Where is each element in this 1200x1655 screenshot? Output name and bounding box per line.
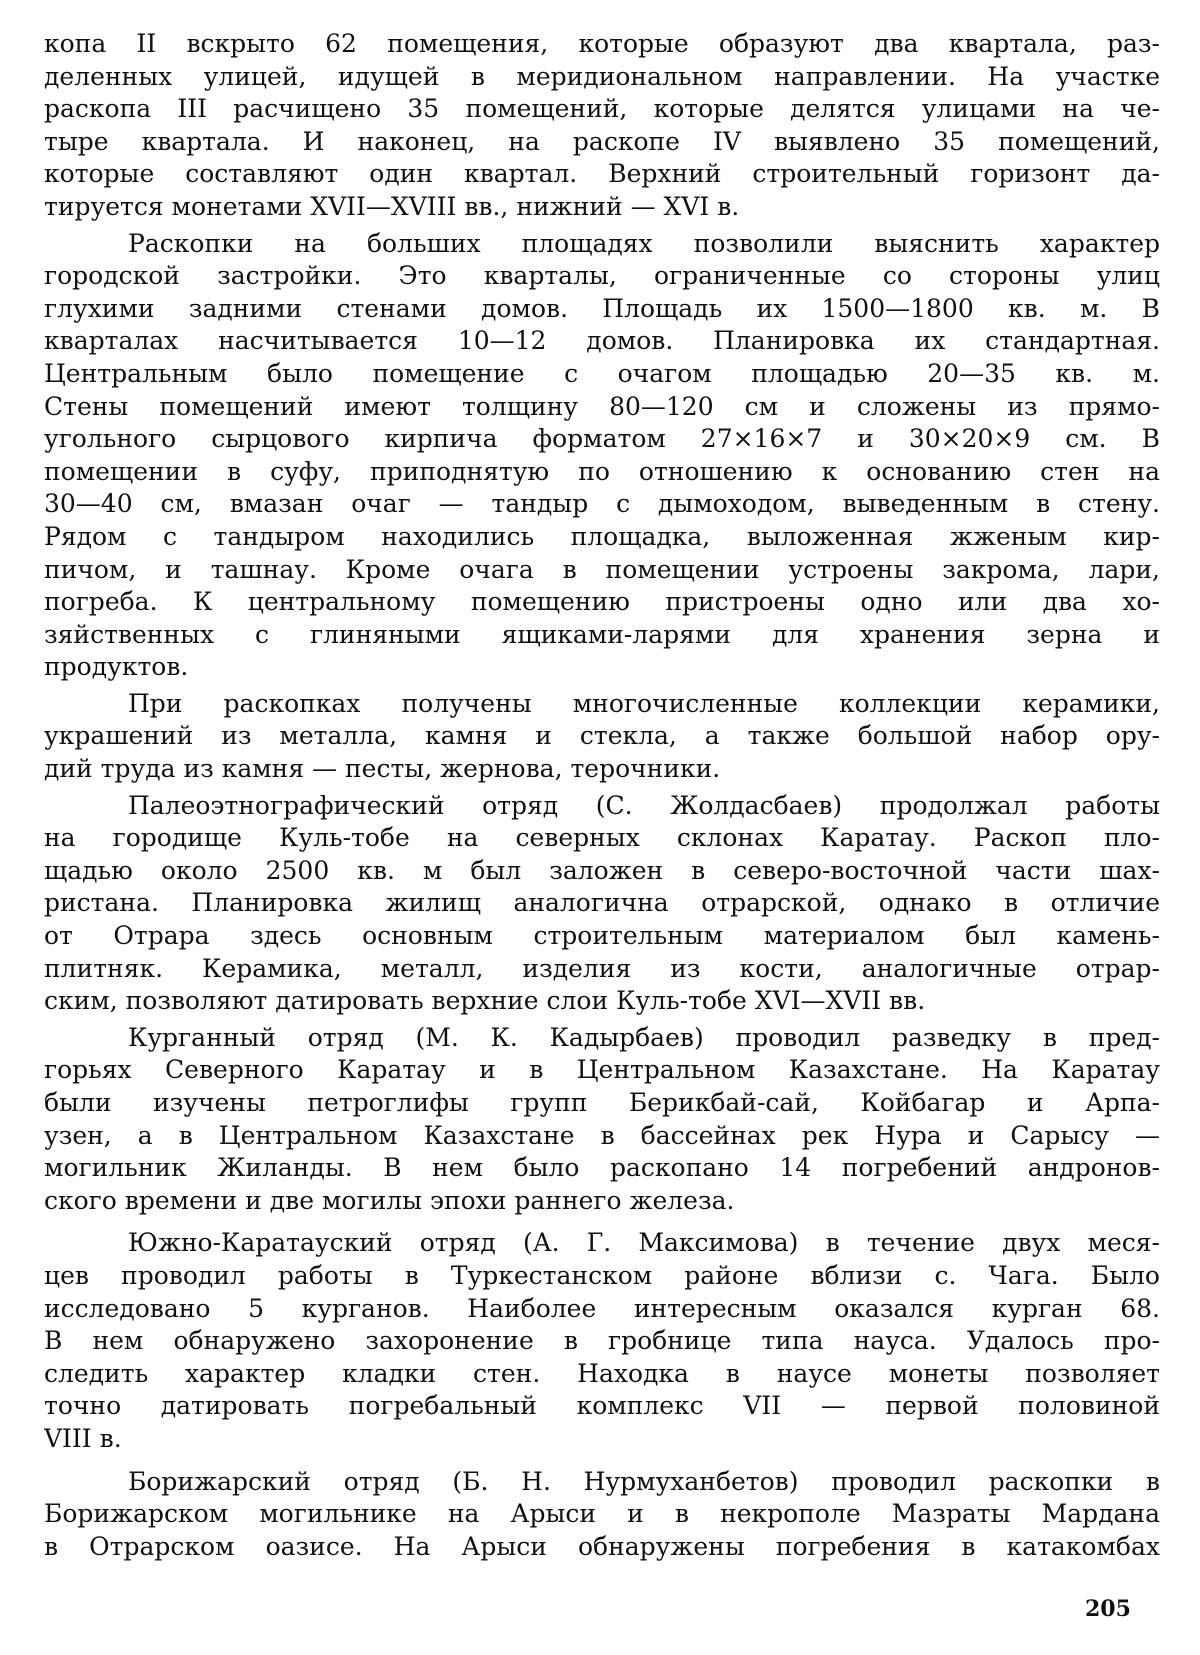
text-line: VIII в. [44,1423,122,1453]
text-line: При раскопках получены многочисленные коллекции керамики, [128,688,1160,718]
text-line: узен, а в Центральном Казахстане в бассейнах рек Нура и Сарысу — [44,1120,1160,1150]
text-line: исследовано 5 курганов. Наиболее интересным оказался курган 68. [44,1293,1160,1323]
text-line: щадью около 2500 кв. м был заложен в северо-восточной части шах- [44,855,1160,885]
text-line: Рядом с тандыром находились площадка, выложенная жженым кир- [44,521,1160,551]
text-line: В нем обнаружено захоронение в гробнице типа науса. Удалось про- [44,1326,1160,1356]
text-line: следить характер кладки стен. Находка в наусе монеты позволяет [44,1358,1160,1388]
paragraph [44,228,1160,684]
text-line: помещении в суфу, приподнятую по отношению к основанию стен на [44,456,1160,486]
body-text [44,28,1160,1563]
text-line: Южно-Каратауский отряд (А. Г. Максимова) в течение двух меся- [128,1228,1160,1258]
text-line: плитняк. Керамика, металл, изделия из кости, аналогичные отрар- [44,953,1160,983]
text-line: копа II вскрыто 62 помещения, которые образуют два квартала, раз- [44,29,1160,58]
paragraph [44,1227,1160,1455]
text-line: деленных улицей, идущей в меридиональном направлении. На участке [44,61,1160,91]
text-line: зяйственных с глиняными ящиками-ларями для хранения зерна и [44,619,1160,649]
text-line: тыре квартала. И наконец, на раскопе IV выявлено 35 помещений, [44,126,1160,156]
text-line: погреба. К центральному помещению пристроены одно или два хо- [44,587,1160,617]
text-line: в Отрарском оазисе. На Арыси обнаружены погребения в катакомбах [44,1531,1160,1561]
text-line: Борижарском могильнике на Арыси и в некрополе Мазраты Мардана [44,1499,1160,1529]
text-line: ского времени и две могилы эпохи раннего железа. [44,1185,735,1215]
text-line: раскопа III расчищено 35 помещений, которые делятся улицами на че- [44,94,1160,124]
text-line: Стены помещений имеют толщину 80—120 см и сложены из прямо- [44,391,1160,421]
text-line: были изучены петроглифы групп Берикбай-сай, Койбагар и Арпа- [44,1088,1160,1117]
text-line: городской застройки. Это кварталы, ограниченные со стороны улиц [44,261,1160,291]
text-line: 30—40 см, вмазан очаг — тандыр с дымоходом, выведенным в стену. [44,489,1160,519]
paragraph [44,28,1160,224]
text-line: продуктов. [44,652,189,682]
text-line: могильник Жиланды. В нем было раскопано 14 погребений андронов- [44,1153,1160,1183]
text-line: Палеоэтнографический отряд (С. Жолдасбаев) продолжал работы [128,790,1160,820]
text-line: глухими задними стенами домов. Площадь их 1500—1800 кв. м. В [44,293,1160,323]
text-line: точно датировать погребальный комплекс VII — первой половиной [44,1391,1160,1421]
page-number: 205 [1085,1596,1131,1622]
text-line: Борижарский отряд (Б. Н. Нурмуханбетов) проводил раскопки в [128,1466,1160,1496]
paragraph [44,790,1160,1018]
text-line: тируется монетами XVII—XVIII вв., нижний — XVI в. [44,191,740,221]
text-line: угольного сырцового кирпича форматом 27×16×7 и 30×20×9 см. В [44,424,1160,454]
text-line: дий труда из камня — песты, жернова, терочники. [44,754,721,784]
text-line: которые составляют один квартал. Верхний строительный горизонт да- [44,159,1160,189]
text-line: на городище Куль-тобе на северных склонах Каратау. Раскоп пло- [44,823,1160,853]
text-line: горьях Северного Каратау и в Центральном Казахстане. На Каратау [44,1055,1160,1085]
text-line: Центральным было помещение с очагом площадью 20—35 кв. м. [44,358,1160,388]
text-line: ристана. Планировка жилищ аналогична отрарской, однако в отличие [44,888,1160,918]
paragraph [44,1466,1160,1564]
text-line: цев проводил работы в Туркестанском районе вблизи с. Чага. Было [44,1260,1160,1290]
paragraph [44,688,1160,786]
text-line: Курганный отряд (М. К. Кадырбаев) проводил разведку в пред- [128,1022,1160,1052]
text-line: кварталах насчитывается 10—12 домов. Планировка их стандартная. [44,326,1160,356]
text-line: украшений из металла, камня и стекла, а также большой набор ору- [44,721,1160,751]
text-line: пичом, и ташнау. Кроме очага в помещении устроены закрома, лари, [44,554,1160,584]
paragraph [44,1022,1160,1218]
text-line: ским, позволяют датировать верхние слои Куль-тобе XVI—XVII вв. [44,986,926,1016]
text-line: Раскопки на больших площадях позволили выяснить характер [128,228,1160,258]
text-line: от Отрара здесь основным строительным материалом был камень- [44,921,1160,951]
